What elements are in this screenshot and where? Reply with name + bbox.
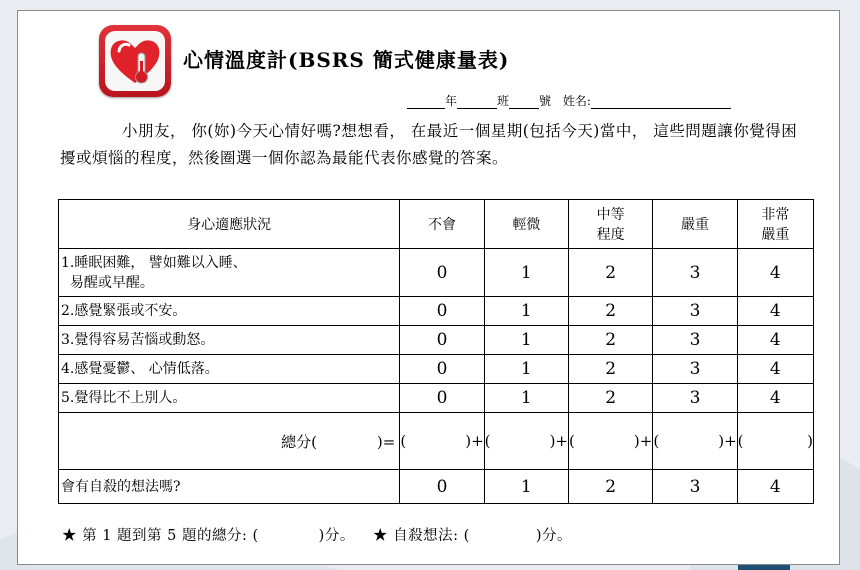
total-box-mild[interactable]: ( )+ <box>484 413 568 470</box>
header-very-severe: 非常 嚴重 <box>737 200 813 249</box>
sum-label: 第 1 題到第 5 題的總分: ( <box>82 528 259 544</box>
score-option[interactable]: 3 <box>653 355 737 384</box>
total-label: 總分( <box>281 432 317 451</box>
score-option[interactable]: 3 <box>653 326 737 355</box>
footer-summary <box>62 524 572 545</box>
star-icon: ★ <box>62 528 77 544</box>
table-row <box>59 384 814 413</box>
total-box-moderate[interactable]: ( )+ <box>569 413 653 470</box>
score-option[interactable]: 3 <box>653 297 737 326</box>
table-row <box>59 355 814 384</box>
score-option[interactable]: 2 <box>569 297 653 326</box>
score-option[interactable]: 3 <box>653 249 737 297</box>
name-label: 姓名: <box>562 94 591 108</box>
score-option[interactable]: 4 <box>737 249 813 297</box>
year-blank[interactable] <box>407 95 445 109</box>
score-option[interactable]: 1 <box>484 297 568 326</box>
score-option[interactable]: 1 <box>484 249 568 297</box>
suicide-close: )分。 <box>535 528 572 544</box>
suicide-label: 自殺想法: ( <box>393 528 470 544</box>
score-option[interactable]: 4 <box>737 355 813 384</box>
score-option[interactable]: 1 <box>484 384 568 413</box>
header-moderate: 中等 程度 <box>569 200 653 249</box>
intro-text: 小朋友， 你(妳)今天心情好嗎?想想看， 在最近一個星期(包括今天)當中， 這些問題讓你覺得困擾或煩惱的程度，然後圈選一個你認為最能代表你感覺的答案。 <box>60 122 798 167</box>
student-info-line <box>407 92 731 108</box>
score-option[interactable]: 3 <box>653 384 737 413</box>
question-2: 2.感覺緊張或不安。 <box>59 297 400 326</box>
total-box-very-severe[interactable]: ( ) <box>737 413 813 470</box>
score-option[interactable]: 0 <box>400 297 484 326</box>
class-blank[interactable] <box>457 95 497 109</box>
question-5: 5.覺得比不上別人。 <box>59 384 400 413</box>
score-option[interactable]: 2 <box>569 355 653 384</box>
heart-icon <box>105 31 165 91</box>
score-option[interactable]: 2 <box>569 470 653 504</box>
year-label: 年 <box>445 94 458 108</box>
suicide-question: 會有自殺的想法嗎? <box>59 470 400 504</box>
score-option[interactable]: 4 <box>737 470 813 504</box>
class-label: 班 <box>497 94 510 108</box>
document-title: 心情溫度計(BSRS 簡式健康量表) <box>183 48 510 72</box>
score-option[interactable]: 0 <box>400 470 484 504</box>
score-option[interactable]: 2 <box>569 326 653 355</box>
total-box-none[interactable]: ( )+ <box>400 413 484 470</box>
score-option[interactable]: 0 <box>400 249 484 297</box>
header-condition: 身心適應狀況 <box>59 200 400 249</box>
number-label: 號 <box>539 94 552 108</box>
score-option[interactable]: 3 <box>653 470 737 504</box>
total-label-cell: 總分( )= <box>59 413 400 470</box>
score-option[interactable]: 4 <box>737 297 813 326</box>
table-row <box>59 326 814 355</box>
intro-paragraph <box>60 118 812 172</box>
question-1: 1.睡眠困難， 譬如難以入睡、 易醒或早醒。 <box>59 249 400 297</box>
table-header-row <box>59 200 814 249</box>
score-option[interactable]: 4 <box>737 326 813 355</box>
question-4: 4.感覺憂鬱、 心情低落。 <box>59 355 400 384</box>
score-option[interactable]: 0 <box>400 326 484 355</box>
table-row <box>59 249 814 297</box>
score-option[interactable]: 2 <box>569 249 653 297</box>
header-severe: 嚴重 <box>653 200 737 249</box>
total-score-row <box>59 413 814 470</box>
heart-thermometer-logo <box>99 25 171 97</box>
total-box-severe[interactable]: ( )+ <box>653 413 737 470</box>
question-3: 3.覺得容易苦惱或動怒。 <box>59 326 400 355</box>
symptom-table <box>58 199 814 504</box>
score-option[interactable]: 1 <box>484 355 568 384</box>
suicide-row <box>59 470 814 504</box>
sum-close: )分。 <box>318 528 355 544</box>
star-icon: ★ <box>373 528 389 544</box>
header-none: 不會 <box>400 200 484 249</box>
table-row <box>59 297 814 326</box>
score-option[interactable]: 4 <box>737 384 813 413</box>
score-option[interactable]: 2 <box>569 384 653 413</box>
score-option[interactable]: 0 <box>400 355 484 384</box>
header-mild: 輕微 <box>484 200 568 249</box>
score-option[interactable]: 0 <box>400 384 484 413</box>
number-blank[interactable] <box>509 95 539 109</box>
score-option[interactable]: 1 <box>484 326 568 355</box>
name-blank[interactable] <box>591 95 731 109</box>
score-option[interactable]: 1 <box>484 470 568 504</box>
